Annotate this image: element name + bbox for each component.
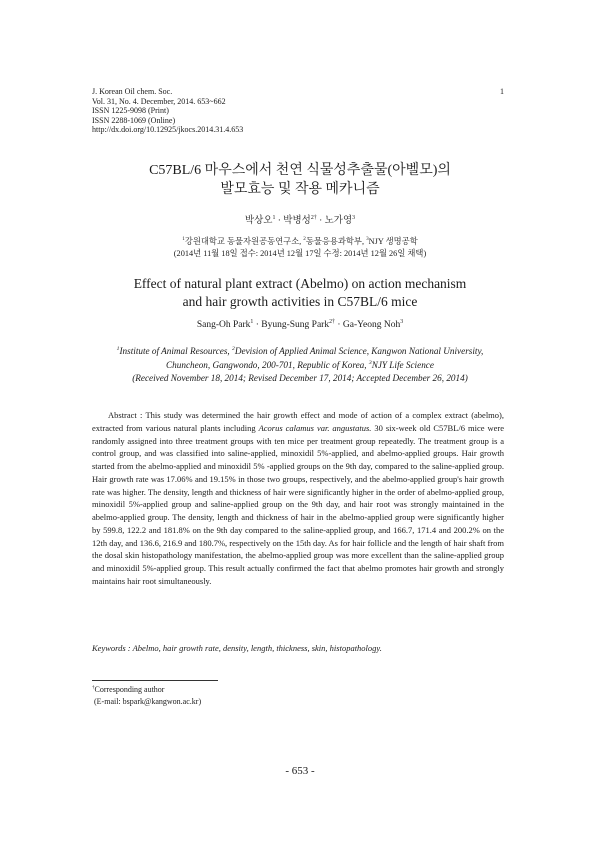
author-separator: ·	[275, 216, 284, 226]
affil-text: 동물응용과학부,	[305, 237, 367, 246]
english-title-line1: Effect of natural plant extract (Abelmo) on action mechanism	[133, 276, 467, 291]
keywords: Keywords : Abelmo, hair growth rate, density, length, thickness, skin, histopathology.	[92, 643, 382, 653]
author-name: Ga-Yeong Noh	[342, 320, 401, 330]
author-mark: 2†	[310, 214, 317, 221]
abstract-text-cont: 30 six-week old C57BL/6 mice were randomly assigned into three treatment groups with ten mice per treatment group repeatedly. The treatment group is a control group, and was classified into saline-applied, minoxidil 5%-applied, and abelmo-applied groups. Hair growth started from the abelmo-applied and minoxidil 5% -applied groups on the 9th day, compared to the saline-applied group. Hair growth rate was 17.06% and 19.15% in those two groups, respectively, and the abelmo-applied group's hair growth rate was higher. The density, length and thickness of hair were significantly higher in the order of abelmo-applied group, minoxidil 5%-applied group and saline-applied group on the 9th day, and hair root was strongly maintained in the abelmo-applied group. The density, length and thickness of hair in the abelmo-applied group were significantly higher by 599.8, 122.2 and 181.8% on the 9th day compared to the saline-applied group, and 166.7, 171.4 and 200.2% on the 12th day, and 136.6, 216.9 and 180.7%, respectively on the 15th day. As for hair follicle and the length of hair shaft from the dosal skin histopathology manifestation, the abelmo-applied group was more excellent than the saline-applied group and minoxidil 5%-applied group. This result actually confirmed the fact that abelmo promotes hair growth and strongly maintains hair root simultaneously.	[92, 422, 504, 586]
corresponding-email[interactable]: (E-mail: bspark@kangwon.ac.kr)	[94, 696, 202, 706]
issn-online: ISSN 2288-1069 (Online)	[92, 115, 176, 125]
footnote	[92, 684, 201, 707]
english-affiliations	[60, 345, 540, 386]
species-name: Acorus calamus var. angustatus.	[258, 422, 372, 433]
author-name: Byung-Sung Park	[261, 320, 330, 330]
affil-mark: 2	[232, 345, 235, 352]
affil-text: Institute of Animal Resources,	[119, 346, 233, 356]
affil-mark: 1	[116, 345, 120, 352]
author-separator: ·	[316, 216, 325, 226]
author-mark: 3	[400, 318, 404, 325]
korean-affiliations	[60, 236, 540, 260]
english-title-line2: and hair growth activities in C57BL/6 mice	[182, 294, 418, 309]
affil-mark: 3	[368, 359, 372, 366]
korean-authors	[60, 212, 540, 226]
header-page-number: 1	[500, 87, 504, 96]
corresponding-author: Corresponding author	[94, 685, 165, 694]
author-name: Sang-Oh Park	[196, 320, 251, 330]
author-separator: ·	[334, 320, 343, 330]
abstract-label: Abstract :	[108, 410, 146, 420]
affil-text: Chuncheon, Gangwondo, 200-701, Republic of Korea,	[166, 359, 369, 370]
page-footer-number: - 653 -	[285, 765, 315, 777]
english-authors	[60, 320, 540, 330]
journal-header	[92, 87, 243, 135]
footnote-divider	[92, 680, 218, 681]
author-mark: 2†	[329, 318, 335, 325]
author-name: 박병성	[283, 216, 311, 226]
doi-link[interactable]: http://dx.doi.org/10.12925/jkocs.2014.31.4.653	[92, 125, 244, 135]
journal-name: J. Korean Oil chem. Soc.	[92, 87, 173, 96]
dagger-mark: †	[92, 685, 95, 691]
affil-mark: 3	[366, 236, 369, 243]
english-dates: (Received November 18, 2014; Revised December 17, 2014; Accepted December 26, 2014)	[132, 373, 468, 383]
journal-volume: Vol. 31, No. 4. December, 2014. 653~662	[92, 96, 226, 106]
affil-mark: 1	[182, 236, 185, 243]
author-name: 노가영	[324, 216, 353, 226]
abstract	[92, 409, 504, 588]
author-name: 박상오	[244, 216, 273, 226]
affil-text: NJY 생명공학	[368, 237, 418, 246]
affil-text: 강원대학교 동물자원공동연구소,	[184, 237, 304, 246]
affil-text: Devision of Applied Animal Science, Kangwon National University,	[234, 346, 484, 356]
affil-text: NJY Life Science	[371, 359, 434, 370]
affil-mark: 2	[303, 236, 306, 243]
author-separator: ·	[253, 320, 262, 330]
author-mark: 1	[250, 318, 254, 325]
abstract-text: This study was determined the hair growth effect and mode of action of a complex extract (abelmo), extracted from various natural plants including	[92, 410, 504, 433]
korean-title-line2: 발모효능 및 작용 메카니즘	[220, 182, 380, 197]
issn-print: ISSN 1225-9098 (Print)	[92, 106, 169, 116]
korean-title-line1: C57BL/6 마우스에서 천연 식물성추출물(아벨모)의	[149, 163, 451, 178]
korean-title	[60, 161, 540, 199]
author-mark: 3	[352, 214, 356, 221]
author-mark: 1	[272, 214, 276, 221]
korean-dates: (2014년 11월 18일 접수: 2014년 12월 17일 수정: 2014년 12월 26일 채택)	[173, 249, 427, 258]
english-title	[60, 275, 540, 311]
